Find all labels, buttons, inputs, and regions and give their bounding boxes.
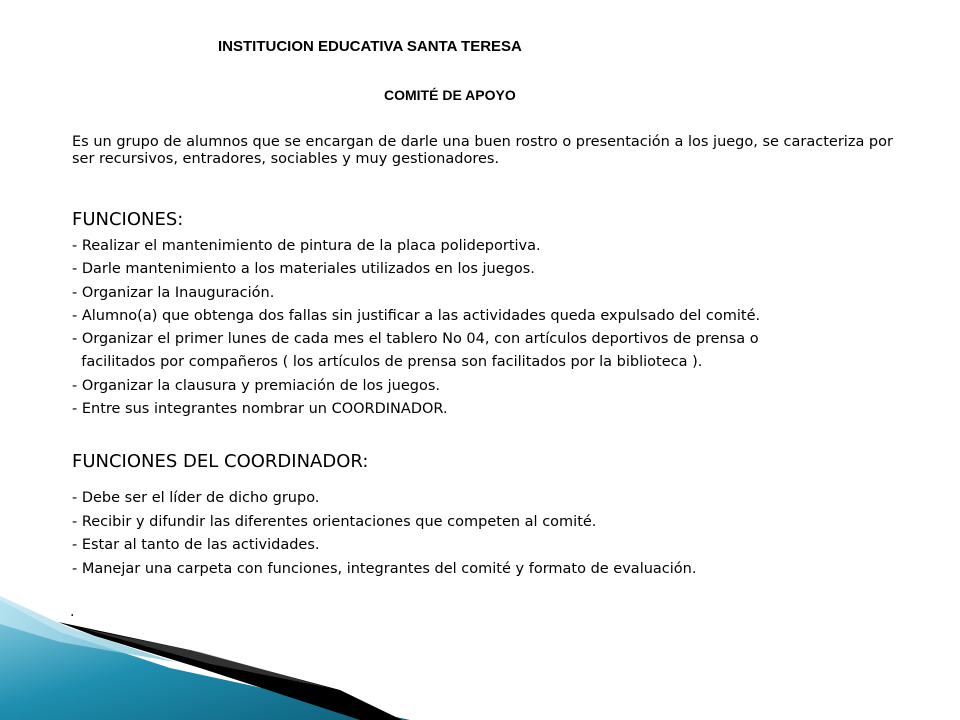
list-item: - Estar al tanto de las actividades. bbox=[72, 537, 320, 553]
intro-paragraph: Es un grupo de alumnos que se encargan de darle una buen rostro o presentación a los juego, se caracteriza por ser recursivos, entradores, sociables y muy gestionadores. bbox=[72, 134, 893, 167]
list-item: - Realizar el mantenimiento de pintura de la placa polideportiva. bbox=[72, 238, 541, 254]
footer-dot: . bbox=[70, 604, 75, 620]
list-item: facilitados por compañeros ( los artículos de prensa son facilitados por la biblioteca ). bbox=[72, 354, 703, 371]
document-subtitle: COMITÉ DE APOYO bbox=[384, 87, 516, 103]
list-item: - Entre sus integrantes nombrar un COORDINADOR. bbox=[72, 401, 448, 418]
document-title: INSTITUCION EDUCATIVA SANTA TERESA bbox=[218, 38, 522, 55]
list-item: - Alumno(a) que obtenga dos fallas sin justificar a las actividades queda expulsado del comité. bbox=[72, 307, 761, 324]
list-item: - Darle mantenimiento a los materiales utilizados en los juegos. bbox=[72, 261, 535, 278]
coordinador-heading: FUNCIONES DEL COORDINADOR: bbox=[72, 451, 369, 472]
coordinador-list bbox=[72, 487, 696, 581]
list-item: - Recibir y difundir las diferentes orientaciones que competen al comité. bbox=[72, 513, 597, 530]
list-item: - Organizar la clausura y premiación de los juegos. bbox=[72, 377, 440, 394]
list-item: - Organizar el primer lunes de cada mes el tablero No 04, con artículos deportivos de prensa o bbox=[72, 331, 759, 348]
list-item: - Debe ser el líder de dicho grupo. bbox=[72, 490, 320, 506]
funciones-list bbox=[72, 235, 760, 421]
list-item: - Manejar una carpeta con funciones, integrantes del comité y formato de evaluación. bbox=[72, 560, 697, 577]
funciones-heading: FUNCIONES: bbox=[72, 209, 184, 230]
list-item: - Organizar la Inauguración. bbox=[72, 284, 275, 301]
